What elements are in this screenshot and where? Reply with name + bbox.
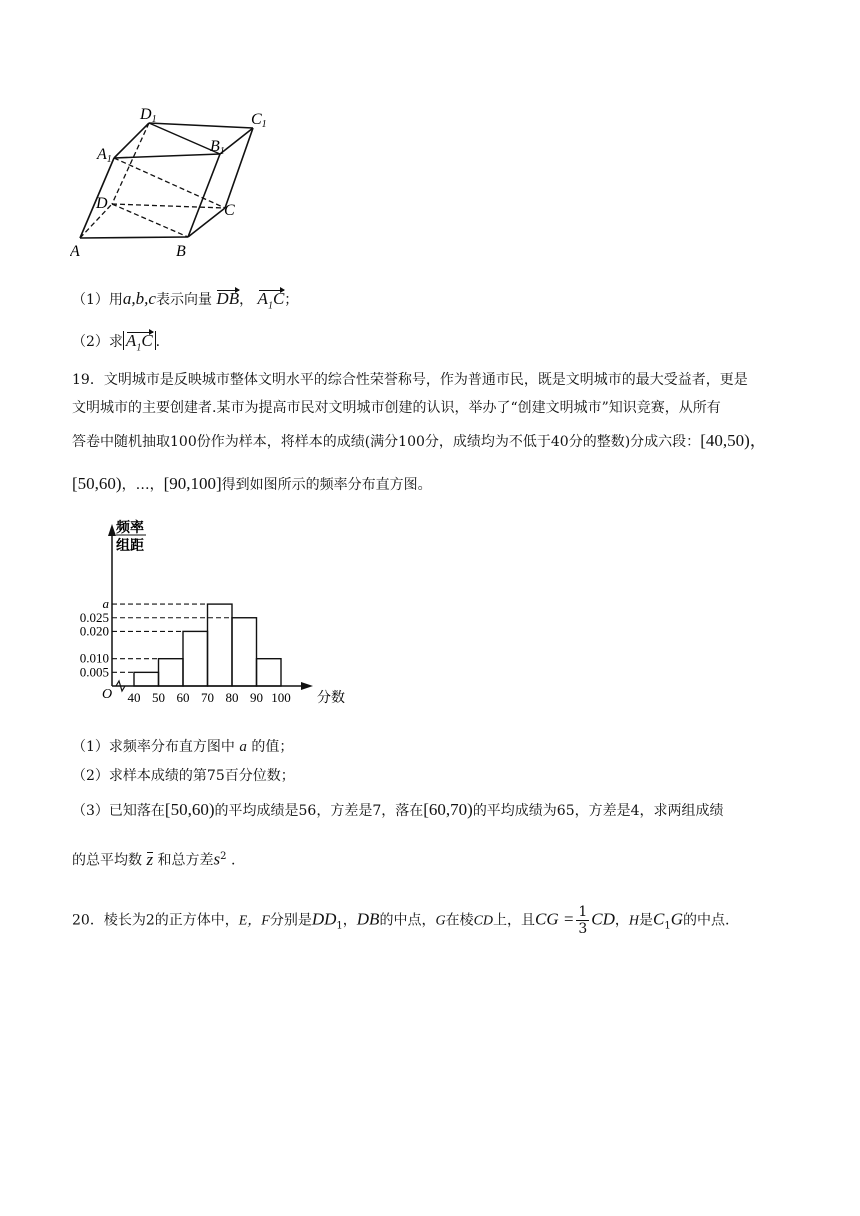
histogram-bar-40-50 (134, 672, 159, 686)
histogram-bar-50-60 (159, 659, 184, 686)
histogram-bar-70-80 (208, 604, 233, 686)
label-A: A (70, 243, 80, 260)
x-tick-80: 80 (225, 690, 239, 705)
y-tick-0.010: 0.010 (79, 650, 109, 666)
y-tick-0.005: 0.005 (79, 664, 109, 680)
label-A1: A1 (97, 146, 112, 165)
x-tick-90: 90 (250, 690, 263, 705)
label-D1: D1 (140, 106, 157, 125)
label-B: B (176, 243, 186, 260)
x-tick-40: 40 (127, 690, 141, 705)
vectors-abc: a,b,c (122, 289, 156, 308)
q19-part3-cont: 的总平均数 z 和总方差$s^2$ . (72, 849, 236, 869)
x-tick-70: 70 (201, 690, 214, 705)
xlabel: 分数 (317, 691, 345, 706)
q19-part3: （3）已知落在[50,60)的平均成绩是56，方差是7，落在[60,70)的平均成绩为65，方差是4，求两组成绩 (72, 800, 724, 819)
frequency-histogram (70, 518, 350, 713)
histogram-bar-60-70 (183, 631, 208, 686)
q19-line2: 文明城市的主要创建者.某市为提高市民对文明城市创建的认识，举办了“创建文明城市”知识竞赛，从所有 (72, 400, 721, 416)
vector-A1C: $A_1C$ (258, 289, 285, 316)
fraction-one-third: $\frac{1}{3}$ (578, 904, 588, 937)
x-tick-100: 100 (271, 690, 291, 705)
origin-label: O (102, 687, 113, 702)
y-tick-0.025: 0.025 (79, 609, 109, 625)
ylabel-top: 频率 (116, 521, 144, 536)
x-tick-60: 60 (176, 690, 190, 705)
histogram-bar-80-90 (232, 618, 257, 686)
q18-part1: （1）用a,b,c表示向量 DB， $A_1C$； (72, 289, 298, 316)
q19-part2: （2）求样本成绩的第75百分位数； (72, 768, 295, 784)
label-B1: B1 (210, 138, 225, 157)
parallelepiped-figure (70, 100, 280, 265)
y-tick-0.020: 0.020 (79, 623, 109, 639)
q20-text: 20．棱长为2的正方体中，E，F分别是$DD_1$，DB的中点，G在棱CD上，且CG = $\frac{1}{3}$ CD，H是$C_1G$的中点. (72, 904, 730, 937)
histogram-bar-90-100 (257, 659, 282, 686)
y-tick-a: a (102, 596, 109, 612)
vector-DB: DB (216, 289, 240, 308)
label-C1: C1 (251, 111, 267, 130)
label-C: C (224, 202, 235, 219)
ylabel-bottom: 组距 (116, 539, 144, 554)
label-D: D (96, 195, 108, 212)
q19-part1: （1）求频率分布直方图中 a 的值； (72, 739, 294, 755)
y-axis-arrow (108, 524, 116, 536)
x-tick-50: 50 (152, 690, 165, 705)
q18-part2: （2）求 $A_1C$ . (72, 331, 160, 358)
x-axis-arrow (301, 682, 313, 690)
q19-line3: 答卷中随机抽取100份作为样本，将样本的成绩(满分100分，成绩均为不低于40分的整数)分成六段：[40,50)， (72, 431, 767, 450)
q19-line1: 19．文明城市是反映城市整体文明水平的综合性荣誉称号，作为普通市民，既是文明城市的最大受益者，更是 (72, 372, 748, 388)
q19-line4: [50,60)，…，[90,100]得到如图所示的频率分布直方图。 (72, 474, 432, 493)
